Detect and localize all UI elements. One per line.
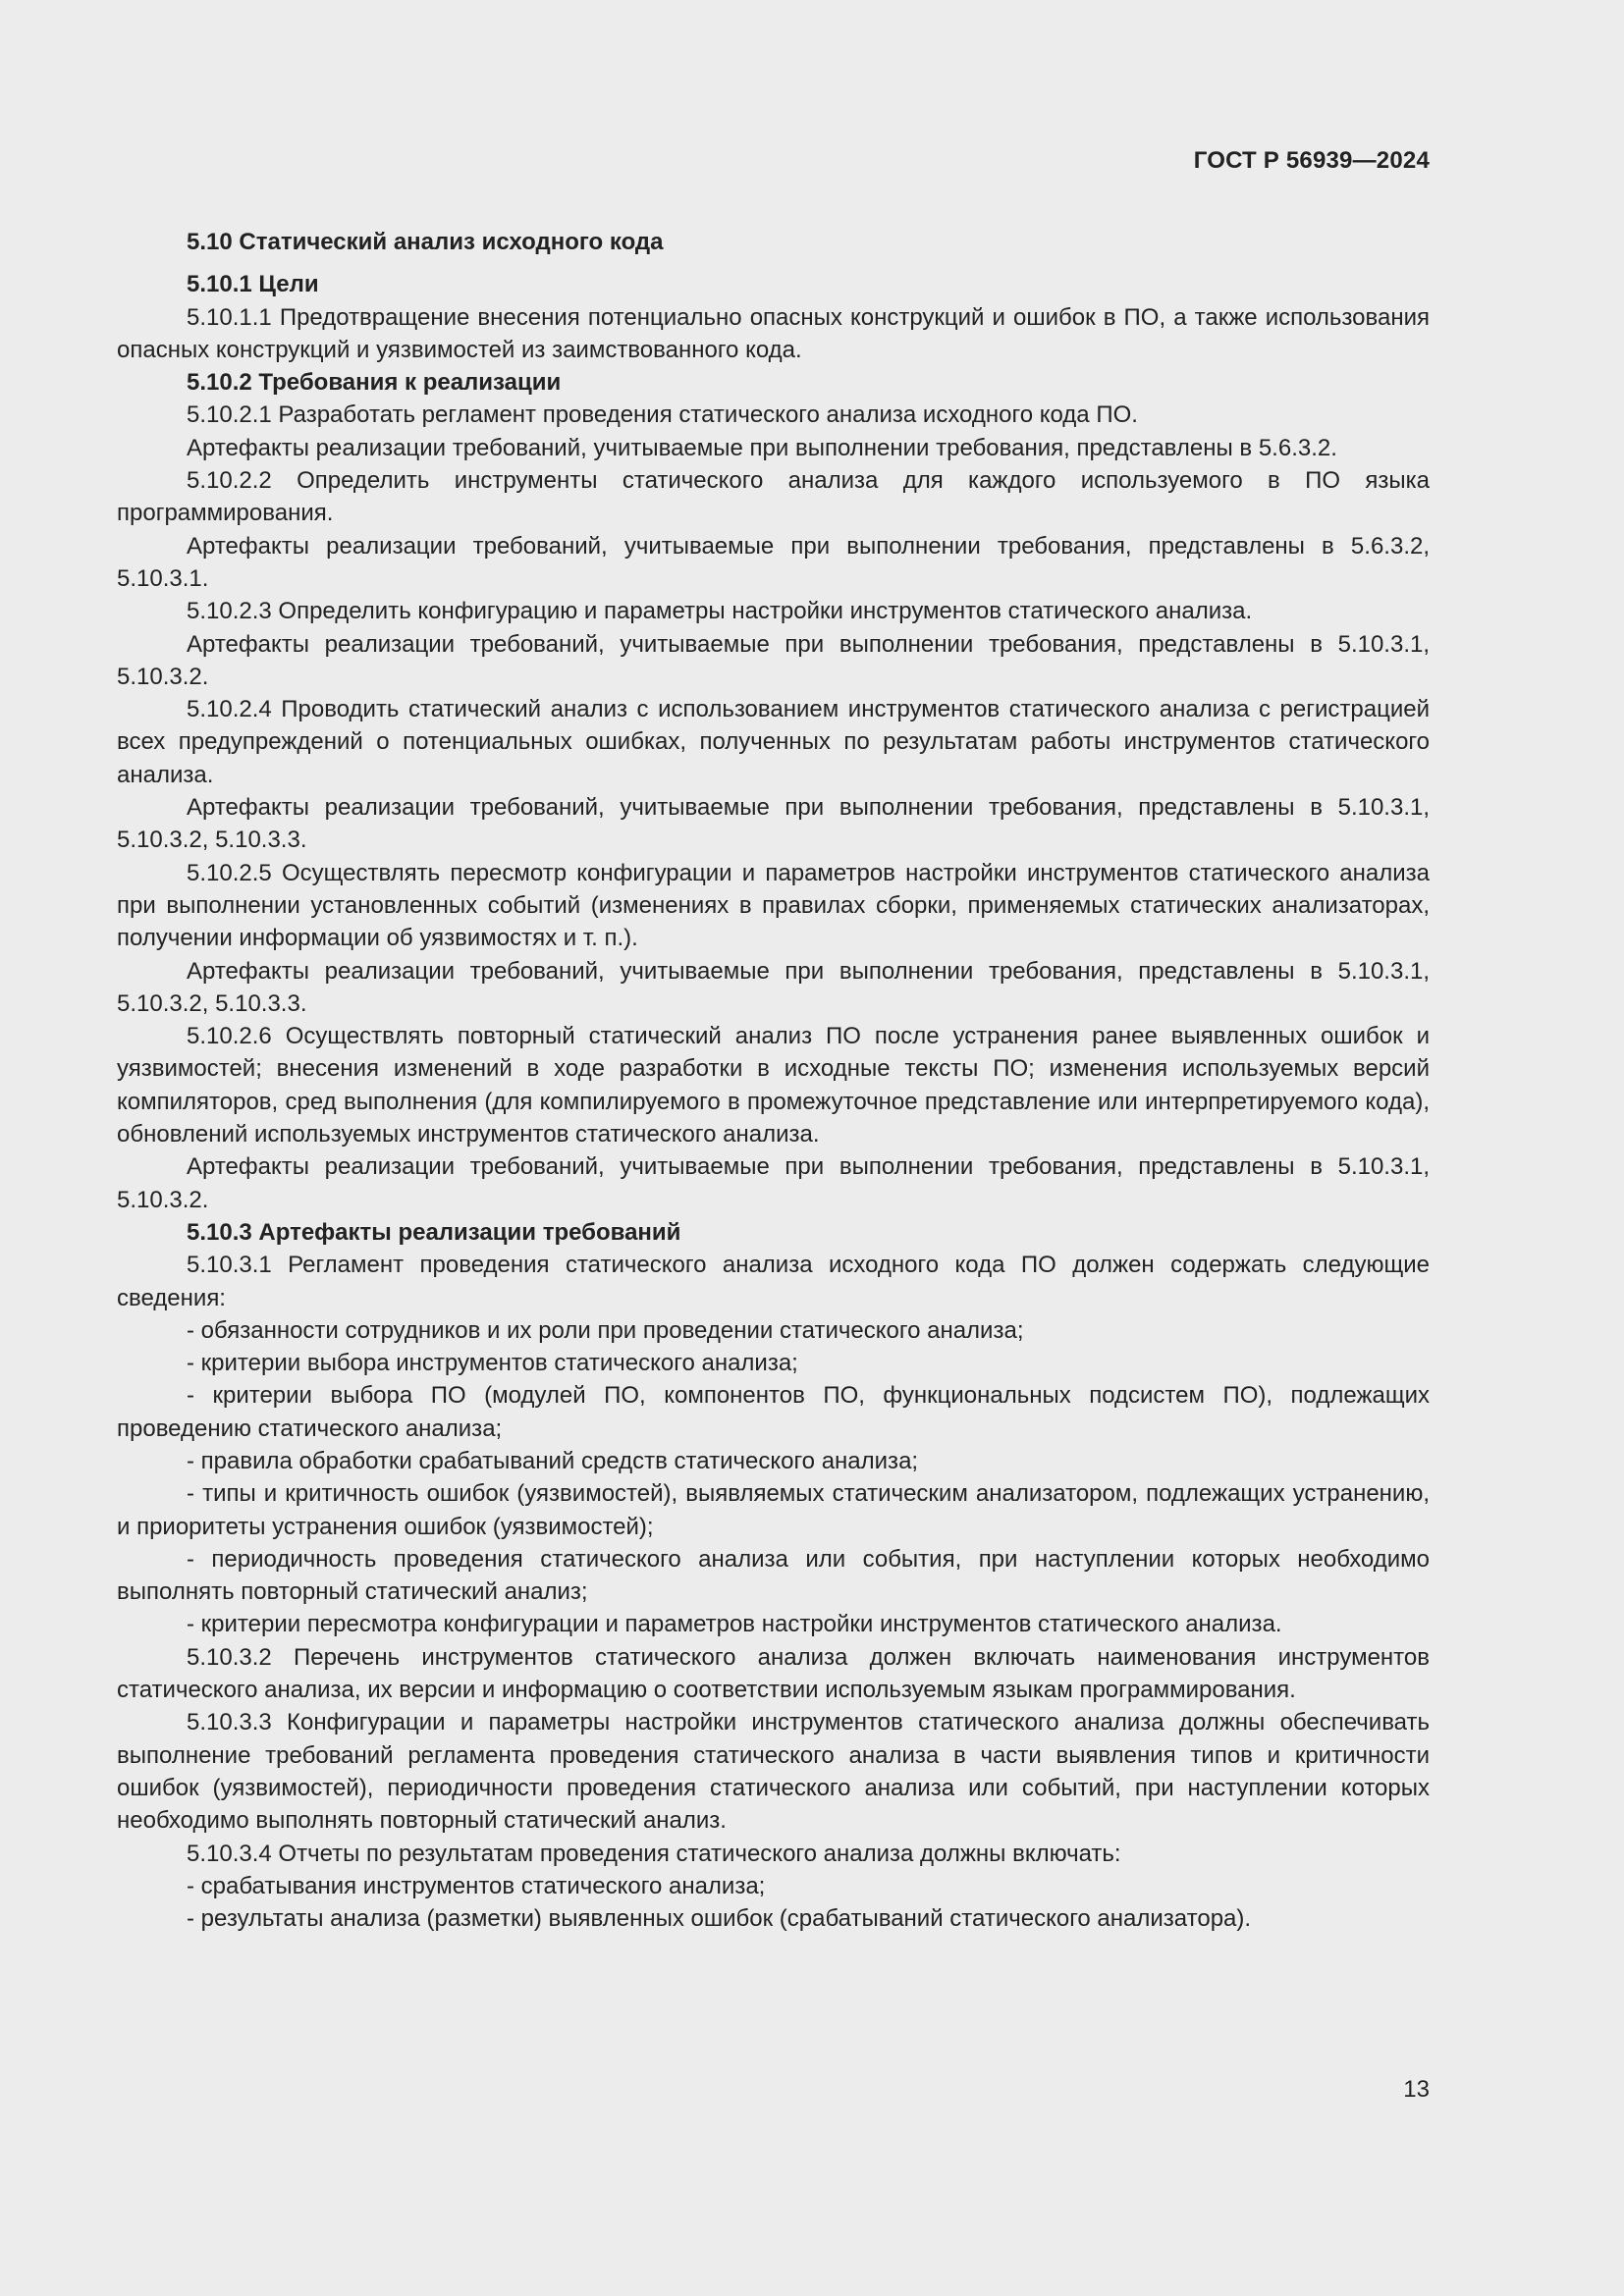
page-number: 13 <box>1403 2076 1430 2103</box>
list-item: - результаты анализа (разметки) выявленных ошибок (срабатываний статического анализатора). <box>187 1905 1252 1933</box>
list-item: - критерии выбора инструментов статического анализа; <box>187 1350 798 1377</box>
paragraph: Артефакты реализации требований, учитываемые при выполнении требования, представлены в 5.6.3.2, 5.10.3.1. <box>117 532 1430 592</box>
document-id-header: ГОСТ Р 56939—2024 <box>1193 147 1430 174</box>
list-item: - критерии выбора ПО (модулей ПО, компонентов ПО, функциональных подсистем ПО), подлежащих проведению статического анализа; <box>117 1382 1430 1442</box>
section-title: 5.10 Статический анализ исходного кода <box>187 229 664 255</box>
paragraph: 5.10.3.4 Отчеты по результатам проведения статического анализа должны включать: <box>187 1840 1121 1867</box>
subsection-title: 5.10.1 Цели <box>187 271 319 298</box>
paragraph: Артефакты реализации требований, учитываемые при выполнении требования, представлены в 5.10.3.1, 5.10.3.2, 5.10.3.3. <box>117 794 1430 854</box>
paragraph: 5.10.2.6 Осуществлять повторный статический анализ ПО после устранения ранее выявленных ошибок и уязвимостей; внесения изменений в ходе разработки в исходные тексты ПО; изменения используемых версий компиляторов, сред выполнения (для компилируемого в промежуточное представление или интерпретируемого кода), обновлений используемых инструментов статического анализа. <box>117 1023 1430 1148</box>
paragraph: 5.10.3.2 Перечень инструментов статического анализа должен включать наименования инструментов статического анализа, их версии и информацию о соответствии используемым языкам программирования. <box>117 1643 1430 1704</box>
subsection-title: 5.10.2 Требования к реализации <box>187 369 562 397</box>
list-item: - критерии пересмотра конфигурации и параметров настройки инструментов статического анализа. <box>187 1611 1282 1638</box>
paragraph: 5.10.2.2 Определить инструменты статического анализа для каждого используемого в ПО языка программирования. <box>117 467 1430 527</box>
list-item: - правила обработки срабатываний средств статического анализа; <box>187 1447 919 1474</box>
paragraph: 5.10.2.5 Осуществлять пересмотр конфигурации и параметров настройки инструментов статического анализа при выполнении установленных событий (изменениях в правилах сборки, применяемых статических анализаторах, получении информации об уязвимостях и т. п.). <box>117 859 1430 952</box>
paragraph: 5.10.3.3 Конфигурации и параметры настройки инструментов статического анализа должны обеспечивать выполнение требований регламента проведения статического анализа в части выявления типов и критичности ошибок (уязвимостей), периодичности проведения статического анализа или событий, при наступлении которых необходимо выполнять повторный статический анализ. <box>117 1709 1430 1835</box>
paragraph: 5.10.2.1 Разработать регламент проведения статического анализа исходного кода ПО. <box>187 401 1138 429</box>
paragraph: Артефакты реализации требований, учитываемые при выполнении требования, представлены в 5.10.3.1, 5.10.3.2, 5.10.3.3. <box>117 957 1430 1017</box>
list-item: - обязанности сотрудников и их роли при проведении статического анализа; <box>187 1316 1024 1344</box>
paragraph: 5.10.3.1 Регламент проведения статического анализа исходного кода ПО должен содержать следующие сведения: <box>117 1252 1430 1311</box>
list-item: - периодичность проведения статического анализа или события, при наступлении которых необходимо выполнять повторный статический анализ; <box>117 1545 1430 1606</box>
subsection-title: 5.10.3 Артефакты реализации требований <box>187 1218 681 1246</box>
paragraph: Артефакты реализации требований, учитываемые при выполнении требования, представлены в 5.10.3.1, 5.10.3.2. <box>117 1153 1430 1213</box>
paragraph: Артефакты реализации требований, учитываемые при выполнении требования, представлены в 5.10.3.1, 5.10.3.2. <box>117 630 1430 690</box>
list-item: - срабатывания инструментов статического анализа; <box>187 1872 766 1899</box>
paragraph: 5.10.1.1 Предотвращение внесения потенциально опасных конструкций и ошибок в ПО, а также использования опасных конструкций и уязвимостей из заимствованного кода. <box>117 303 1430 363</box>
paragraph: 5.10.2.4 Проводить статический анализ с использованием инструментов статического анализа с регистрацией всех предупреждений о потенциальных ошибках, полученных по результатам работы инструментов статического анализа. <box>117 696 1430 788</box>
paragraph: 5.10.2.3 Определить конфигурацию и параметры настройки инструментов статического анализа. <box>187 598 1253 625</box>
paragraph: Артефакты реализации требований, учитываемые при выполнении требования, представлены в 5.6.3.2. <box>187 434 1337 461</box>
document-body <box>117 226 1430 1935</box>
list-item: - типы и критичность ошибок (уязвимостей), выявляемых статическим анализатором, подлежащих устранению, и приоритеты устранения ошибок (уязвимостей); <box>117 1480 1430 1540</box>
